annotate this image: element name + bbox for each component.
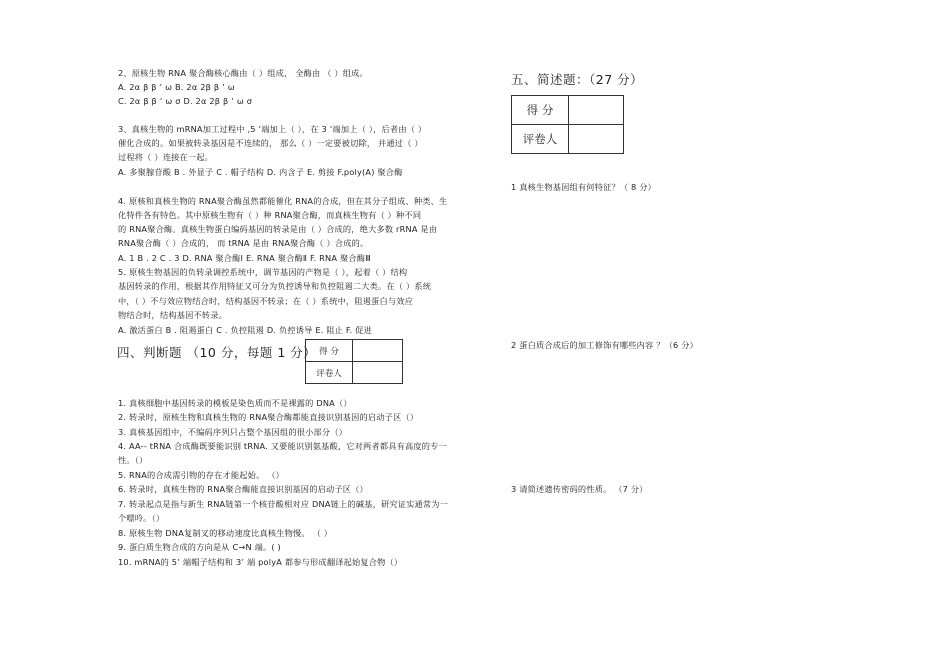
judge-item-1: 1. 真核细胞中基因转录的模板是染色质而不是裸露的 DNA（）: [118, 398, 352, 408]
essay-question-1: 1 真核生物基因组有何特征？（ 8 分）: [511, 182, 657, 192]
q3-line-2: 催化合成的。如果被转录基因是不连续的， 那么（ ）一定要被切除， 并通过（ ）: [118, 138, 423, 148]
judge-item-4: 4. AA-- tRNA 合成酶既要能识别 tRNA. 又要能识别氨基酸，它对两者都具有高度的专一: [118, 441, 447, 451]
grader-cell[interactable]: [353, 362, 403, 384]
q3-options: A. 多聚腺苷酸 B . 外显子 C . 帽子结构 D. 内含子 E. 剪接 F.poly(A) 聚合酶: [118, 167, 403, 177]
judge-item-3: 3. 真核基因组中，不编码序列只占整个基因组的很小部分（）: [118, 427, 348, 437]
q3-line-3: 过程将（ ）连接在一起。: [118, 152, 214, 162]
grader-label: 评卷人: [512, 125, 569, 154]
judge-item-5: 5. RNA的合成需引物的存在才能起始。 （）: [118, 470, 285, 480]
section-5-title: 五、简述题：（27 分）: [511, 72, 644, 87]
q5-options: A. 激活蛋白 B . 阻遏蛋白 C . 负控阻遏 D. 负控诱导 E. 阻止 F. 促进: [118, 325, 372, 335]
q4-line-4: RNA聚合酶（ ）合成的， 而 tRNA 是由 RNA聚合酶（ ）合成的。: [118, 238, 369, 248]
q2-option-ab: A. 2α β β ’ ω B. 2α 2β β ’ ω: [118, 82, 235, 92]
q4-line-2: 化特件各有特色。其中原核生物有（ ）种 RNA聚合酶，而真核生物有（ ）种不同: [118, 210, 422, 220]
section-4-title: 四、判断题 （10 分，每题 1 分）: [117, 345, 317, 360]
score-cell[interactable]: [353, 340, 403, 362]
q3-line-1: 3、真核生物的 mRNA加工过程中 ,5 ’端加上（ ），在 3 ’端加上（ ），后者由（ ）: [118, 124, 427, 134]
essay-question-2: 2 蛋白质合成后的加工修饰有哪些内容 ？（6 分）: [511, 340, 698, 350]
judge-item-2: 2. 转录时，原核生物和真核生物的 RNA聚合酶都能直接识别基因的启动子区（）: [118, 412, 419, 422]
judge-item-6: 6. 转录时，真核生物的 RNA聚合酶能直接识别基因的启动子区（）: [118, 484, 368, 494]
q4-line-1: 4. 原核和真核生物的 RNA聚合酶虽然都能催化 RNA的合成，但在其分子组成、种类、生: [118, 196, 448, 206]
judge-item-9: 9. 蛋白质生物合成的方向是从 C→N 端。( ): [118, 542, 281, 552]
section-5-score-table: [511, 95, 624, 154]
judge-item-10: 10. mRNA的 5’ 端帽子结构和 3’ 端 polyA 都参与形成翻译起始复合物（）: [118, 557, 403, 567]
q4-line-3: 的 RNA聚合酶。真核生物蛋白编码基因的转录是由（ ）合成的，绝大多数 rRNA 是由: [118, 224, 438, 234]
judge-item-8: 8. 原核生物 DNA复制叉的移动速度比真核生物慢。 （ ）: [118, 528, 333, 538]
grader-label: 评卷人: [306, 362, 353, 384]
score-cell[interactable]: [569, 96, 624, 125]
section-4-score-table: [305, 339, 403, 384]
q2-option-cd: C. 2α β β ’ ω σ D. 2α 2β β ’ ω σ: [118, 96, 253, 106]
q2-line-1: 2、原核生物 RNA 聚合酶核心酶由（ ）组成， 全酶由 （ ）组成。: [118, 68, 368, 78]
q5-line-2: 基因转录的作用，根据其作用特征又可分为负控诱导和负控阻遏二大类。在（ ）系统: [118, 281, 432, 291]
q4-options: A. 1 B . 2 C . 3 D. RNA 聚合酶Ⅰ E. RNA 聚合酶Ⅱ F. RNA 聚合酶Ⅲ: [118, 253, 371, 263]
score-label: 得 分: [512, 96, 569, 125]
judge-item-4-cont: 性。（）: [118, 455, 148, 465]
judge-item-7-cont: 个嘌呤。（）: [118, 513, 165, 523]
q5-line-4: 物结合时，结构基因不转录。: [118, 310, 228, 320]
q5-line-1: 5. 原核生物基因的负转录调控系统中，调节基因的产物是（ ），起着（ ）结构: [118, 267, 408, 277]
judge-item-7: 7. 转录起点是指与新生 RNA链第一个核苷酸相对应 DNA链上的碱基，研究证实通常为一: [118, 499, 449, 509]
grader-cell[interactable]: [569, 125, 624, 154]
score-label: 得 分: [306, 340, 353, 362]
essay-question-3: 3 请简述遗传密码的性质。 （7 分）: [511, 484, 648, 494]
q5-line-3: 中，（ ）不与效应物结合时，结构基因不转录；在（ ）系统中，阻遏蛋白与效应: [118, 296, 414, 306]
